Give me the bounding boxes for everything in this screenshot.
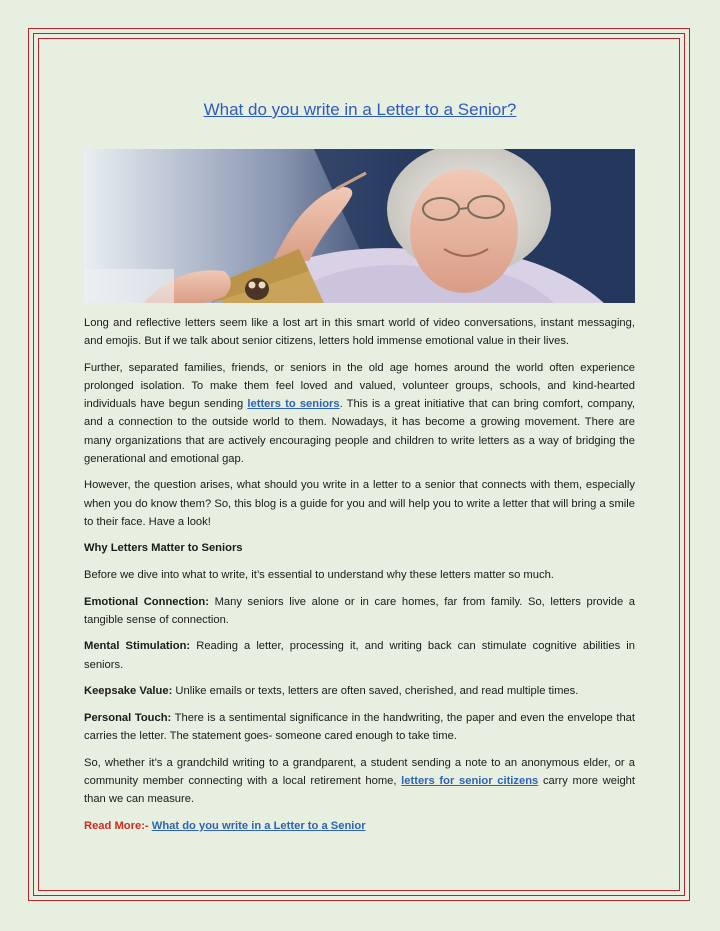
before-we-dive-paragraph: Before we dive into what to write, it’s essential to understand why these letters matter so much. xyxy=(84,569,554,581)
read-more-label: Read More:- xyxy=(84,819,149,832)
page-title: What do you write in a Letter to a Senior? xyxy=(203,100,517,119)
section-heading: Why Letters Matter to Seniors xyxy=(84,542,243,555)
emotional-connection-item: Emotional Connection: Many seniors live alone or in care homes, far from family. So, letters provide a tangible sense of connection. xyxy=(84,595,636,626)
letters-to-seniors-link[interactable]: letters to seniors xyxy=(247,398,340,411)
senior-woman-reading-letter-image xyxy=(84,149,635,303)
intro-paragraph: Long and reflective letters seem like a lost art in this smart world of video conversations, instant messaging, and emojis. But if we talk about senior citizens, letters hold immense emotional value in their lives. xyxy=(84,317,635,348)
mental-stimulation-item: Mental Stimulation: Reading a letter, processing it, and writing back can stimulate cognitive abilities in seniors. xyxy=(84,640,635,671)
question-paragraph: However, the question arises, what should you write in a letter to a senior that connects with them, especially when you do know them? So, this blog is a guide for you and will help you to write a letter that will bring a smile to their face. Have a look! xyxy=(84,479,635,528)
keepsake-value-item: Keepsake Value: Unlike emails or texts, letters are often saved, cherished, and read multiple times. xyxy=(84,685,579,698)
personal-touch-item: Personal Touch: There is a sentimental significance in the handwriting, the paper and even the envelope that carries the letter. The statement goes- someone cared enough to take time. xyxy=(84,711,635,742)
article-body xyxy=(84,314,635,843)
letters-for-senior-citizens-link[interactable]: letters for senior citizens xyxy=(401,774,539,787)
read-more-link[interactable]: What do you write in a Letter to a Senior xyxy=(151,819,366,832)
closing-paragraph: So, whether it’s a grandchild writing to a grandparent, a student sending a note to an anonymous elder, or a community member connecting with a local retirement home, letters for senior citizens carry more weight than we can measure. xyxy=(84,756,635,805)
isolation-paragraph: Further, separated families, friends, or seniors in the old age homes around the world often experience prolonged isolation. To make them feel loved and valued, volunteer groups, schools, and kind-hearted individuals have begun sending letters to seniors. This is a great initiative that can bring comfort, company, and a connection to the outside world to them. Nowadays, it has become a growing movement. There are many organizations that are actively encouraging people and children to write letters as a way of bridging the generational and emotional gap. xyxy=(84,361,636,465)
read-more-line xyxy=(84,817,635,835)
